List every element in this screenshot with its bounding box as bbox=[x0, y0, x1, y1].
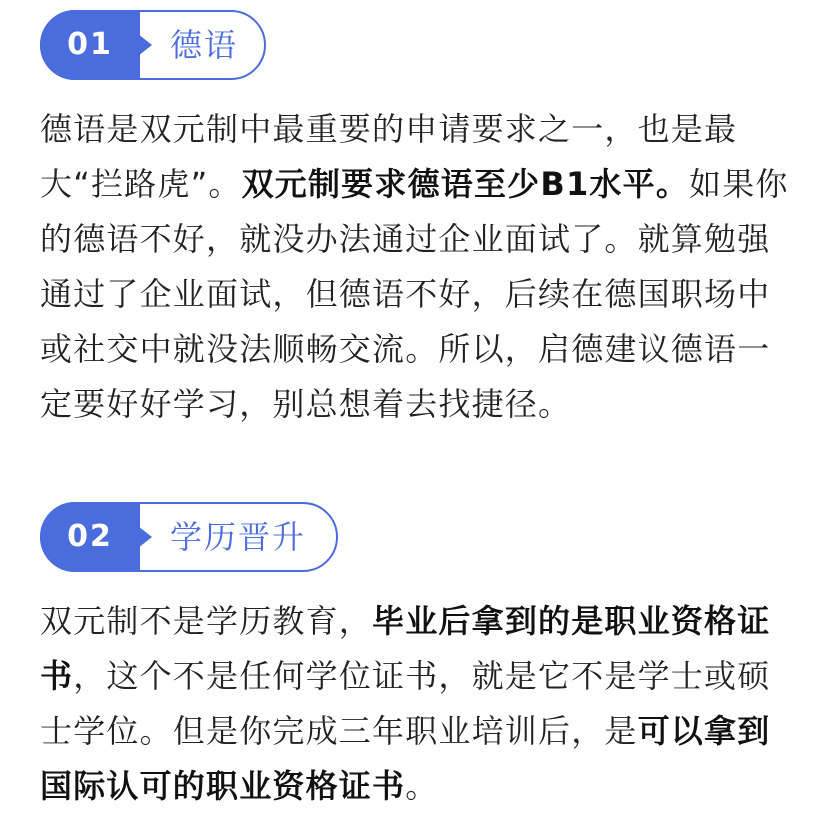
chevron-right-icon bbox=[138, 34, 152, 56]
section-number: 01 bbox=[40, 10, 140, 80]
paragraph-run: 。 bbox=[405, 767, 439, 805]
section-number: 02 bbox=[40, 502, 140, 572]
section-paragraph bbox=[40, 102, 800, 432]
section-paragraph bbox=[40, 594, 800, 814]
section-tag-2 bbox=[40, 502, 338, 572]
paragraph-run-bold: 双元制要求德语至少B1水平。 bbox=[241, 165, 690, 203]
chevron-right-icon bbox=[138, 526, 152, 548]
paragraph-run-bold: 毕业后拿到的是职业资格证书 bbox=[40, 602, 771, 695]
paragraph-run: ，这个不是任何学位证书，就是它不是学士或硕士学位。但是你完成三年职业培训后，是 bbox=[40, 657, 771, 750]
paragraph-run: 双元制不是学历教育， bbox=[40, 602, 373, 640]
section-title: 德语 bbox=[170, 26, 239, 64]
section-tag-1 bbox=[40, 10, 266, 80]
paragraph-run: 如果你的德语不好，就没办法通过企业面试了。就算勉强通过了企业面试，但德语不好，后续在德国职场中或社交中就没法顺畅交流。所以，启德建议德语一定要好好学习，别总想着去找捷径。 bbox=[40, 165, 789, 423]
paragraph-run-bold: 可以拿到国际认可的职业资格证书 bbox=[40, 712, 771, 805]
paragraph-run: 德语是双元制中最重要的申请要求之一，也是最大“拦路虎”。 bbox=[40, 110, 738, 203]
section-title: 学历晋升 bbox=[170, 518, 307, 556]
